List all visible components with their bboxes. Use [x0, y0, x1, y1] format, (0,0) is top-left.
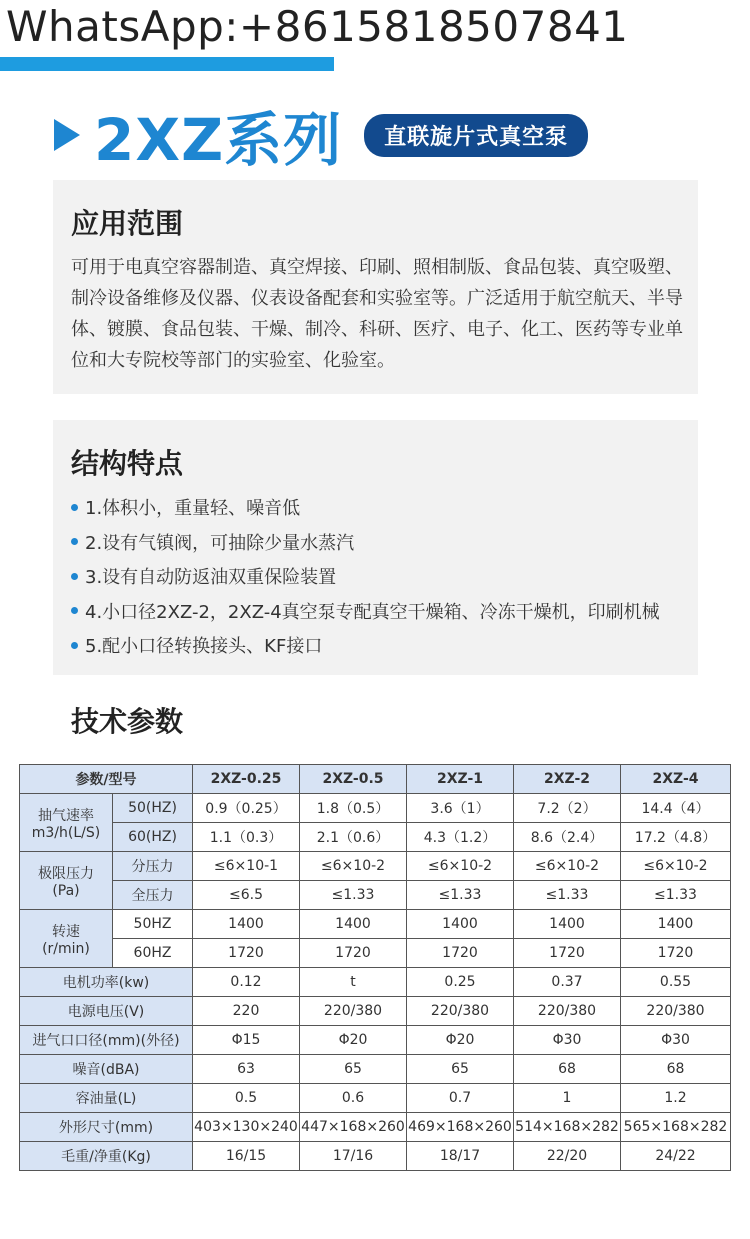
- table-cell: 68: [514, 1055, 621, 1084]
- table-cell: t: [300, 968, 407, 997]
- table-cell: 1.8（0.5）: [300, 794, 407, 823]
- table-row: [20, 1084, 731, 1113]
- table-row: [20, 1055, 731, 1084]
- table-cell: ≤6×10-2: [407, 852, 514, 881]
- table-row: [20, 794, 731, 823]
- feature-item: [71, 594, 660, 629]
- table-cell: ≤6×10-2: [514, 852, 621, 881]
- application-card: [53, 180, 698, 394]
- table-row: [20, 968, 731, 997]
- application-text: 可用于电真空容器制造、真空焊接、印刷、照相制版、食品包装、真空吸塑、制冷设备维修及仪器、仪表设备配套和实验室等。广泛适用于航空航天、半导体、镀膜、食品包装、干燥、制冷、科研、医疗、电子、化工、医药等专业单位和大专院校等部门的实验室、化验室。: [71, 257, 683, 371]
- header-label: 参数/型号: [20, 765, 193, 794]
- whatsapp-contact: WhatsApp:+8615818507841: [6, 2, 629, 51]
- table-cell: 16/15: [193, 1142, 300, 1171]
- title-row: [54, 100, 588, 174]
- rpm-label-line2: (r/min): [42, 940, 90, 957]
- model-header: 2XZ-0.25: [193, 765, 300, 794]
- table-cell: 220/380: [300, 997, 407, 1026]
- table-cell: 0.7: [407, 1084, 514, 1113]
- row-label: 电机功率(kw): [20, 968, 193, 997]
- table-row: [20, 881, 731, 910]
- feature-item: [71, 628, 660, 663]
- row-sub-label: 分压力: [113, 852, 193, 881]
- feature-item: [71, 559, 660, 594]
- features-list: [71, 490, 660, 663]
- table-cell: Φ20: [300, 1026, 407, 1055]
- table-cell: 0.6: [300, 1084, 407, 1113]
- feature-item: [71, 525, 660, 560]
- model-header: 2XZ-1: [407, 765, 514, 794]
- features-heading: 结构特点: [71, 447, 184, 480]
- specs-heading: 技术参数: [71, 705, 184, 738]
- table-cell: 469×168×260: [407, 1113, 514, 1142]
- row-sub-label: 50HZ: [113, 910, 193, 939]
- table-cell: 17.2（4.8）: [621, 823, 731, 852]
- feature-text: 4.小口径2XZ-2，2XZ-4真空泵专配真空干燥箱、冷冻干燥机，印刷机械: [85, 601, 660, 623]
- table-cell: 0.25: [407, 968, 514, 997]
- table-cell: 1720: [193, 939, 300, 968]
- table-cell: 24/22: [621, 1142, 731, 1171]
- page-title: 2XZ系列: [94, 106, 343, 174]
- table-row: [20, 1113, 731, 1142]
- table-cell: 63: [193, 1055, 300, 1084]
- speed-label: [20, 794, 113, 852]
- table-cell: 1.1（0.3）: [193, 823, 300, 852]
- table-row: [20, 910, 731, 939]
- row-label: 噪音(dBA): [20, 1055, 193, 1084]
- table-cell: 2.1（0.6）: [300, 823, 407, 852]
- table-cell: ≤6×10-1: [193, 852, 300, 881]
- pressure-label-line1: 极限压力: [38, 865, 94, 882]
- row-sub-label: 60HZ: [113, 939, 193, 968]
- table-cell: 7.2（2）: [514, 794, 621, 823]
- table-row: [20, 997, 731, 1026]
- table-cell: 65: [300, 1055, 407, 1084]
- table-cell: 1400: [514, 910, 621, 939]
- speed-label-line2: m3/h(L/S): [31, 824, 101, 841]
- table-cell: 1400: [193, 910, 300, 939]
- table-cell: 4.3（1.2）: [407, 823, 514, 852]
- application-heading: 应用范围: [71, 207, 184, 240]
- table-cell: Φ15: [193, 1026, 300, 1055]
- table-cell: 65: [407, 1055, 514, 1084]
- table-cell: 447×168×260: [300, 1113, 407, 1142]
- table-cell: 1720: [514, 939, 621, 968]
- table-cell: 0.5: [193, 1084, 300, 1113]
- bullet-icon: [71, 538, 78, 545]
- table-cell: 220/380: [514, 997, 621, 1026]
- pressure-label-line2: (Pa): [52, 882, 80, 899]
- feature-text: 1.体积小，重量轻、噪音低: [85, 498, 301, 520]
- table-cell: Φ30: [514, 1026, 621, 1055]
- table-header-row: [20, 765, 731, 794]
- table-cell: 0.9（0.25）: [193, 794, 300, 823]
- table-cell: 0.12: [193, 968, 300, 997]
- row-sub-label: 全压力: [113, 881, 193, 910]
- play-triangle-icon: [54, 119, 80, 151]
- table-cell: 0.55: [621, 968, 731, 997]
- row-label: 电源电压(V): [20, 997, 193, 1026]
- table-cell: 403×130×240: [193, 1113, 300, 1142]
- table-cell: ≤1.33: [514, 881, 621, 910]
- row-sub-label: 60(HZ): [113, 823, 193, 852]
- table-row: [20, 1026, 731, 1055]
- table-row: [20, 852, 731, 881]
- row-label: 外形尺寸(mm): [20, 1113, 193, 1142]
- row-sub-label: 50(HZ): [113, 794, 193, 823]
- table-cell: 17/16: [300, 1142, 407, 1171]
- table-cell: 8.6（2.4）: [514, 823, 621, 852]
- bullet-icon: [71, 573, 78, 580]
- model-header: 2XZ-2: [514, 765, 621, 794]
- feature-item: [71, 490, 660, 525]
- table-cell: ≤1.33: [621, 881, 731, 910]
- features-card: [53, 420, 698, 675]
- accent-bar: [0, 57, 334, 71]
- row-label: 进气口口径(mm)(外径): [20, 1026, 193, 1055]
- table-cell: 514×168×282: [514, 1113, 621, 1142]
- table-cell: 1: [514, 1084, 621, 1113]
- model-header: 2XZ-0.5: [300, 765, 407, 794]
- table-cell: ≤6.5: [193, 881, 300, 910]
- bullet-icon: [71, 642, 78, 649]
- table-cell: 18/17: [407, 1142, 514, 1171]
- table-cell: 220: [193, 997, 300, 1026]
- table-cell: ≤1.33: [300, 881, 407, 910]
- table-cell: 220/380: [407, 997, 514, 1026]
- specs-table: [19, 764, 731, 1171]
- model-header: 2XZ-4: [621, 765, 731, 794]
- table-cell: 0.37: [514, 968, 621, 997]
- table-cell: ≤6×10-2: [300, 852, 407, 881]
- table-cell: Φ30: [621, 1026, 731, 1055]
- feature-text: 5.配小口径转换接头、KF接口: [85, 636, 323, 658]
- bullet-icon: [71, 607, 78, 614]
- table-cell: 1400: [407, 910, 514, 939]
- table-cell: 1720: [407, 939, 514, 968]
- speed-label-line1: 抽气速率: [38, 807, 94, 824]
- table-cell: ≤6×10-2: [621, 852, 731, 881]
- table-cell: Φ20: [407, 1026, 514, 1055]
- row-label: 毛重/净重(Kg): [20, 1142, 193, 1171]
- table-cell: 1720: [621, 939, 731, 968]
- feature-text: 3.设有自动防返油双重保险装置: [85, 567, 337, 589]
- rpm-label: [20, 910, 113, 968]
- rpm-label-line1: 转速: [52, 923, 80, 940]
- table-cell: 1400: [621, 910, 731, 939]
- bullet-icon: [71, 504, 78, 511]
- table-cell: 3.6（1）: [407, 794, 514, 823]
- table-row: [20, 939, 731, 968]
- table-cell: 22/20: [514, 1142, 621, 1171]
- table-cell: 1720: [300, 939, 407, 968]
- table-row: [20, 823, 731, 852]
- table-row: [20, 1142, 731, 1171]
- table-cell: 565×168×282: [621, 1113, 731, 1142]
- table-cell: 14.4（4）: [621, 794, 731, 823]
- table-cell: 1400: [300, 910, 407, 939]
- table-cell: 1.2: [621, 1084, 731, 1113]
- pressure-label: [20, 852, 113, 910]
- feature-text: 2.设有气镇阀，可抽除少量水蒸汽: [85, 532, 355, 554]
- table-cell: 220/380: [621, 997, 731, 1026]
- table-cell: 68: [621, 1055, 731, 1084]
- row-label: 容油量(L): [20, 1084, 193, 1113]
- series-badge: 直联旋片式真空泵: [364, 114, 588, 157]
- table-cell: ≤1.33: [407, 881, 514, 910]
